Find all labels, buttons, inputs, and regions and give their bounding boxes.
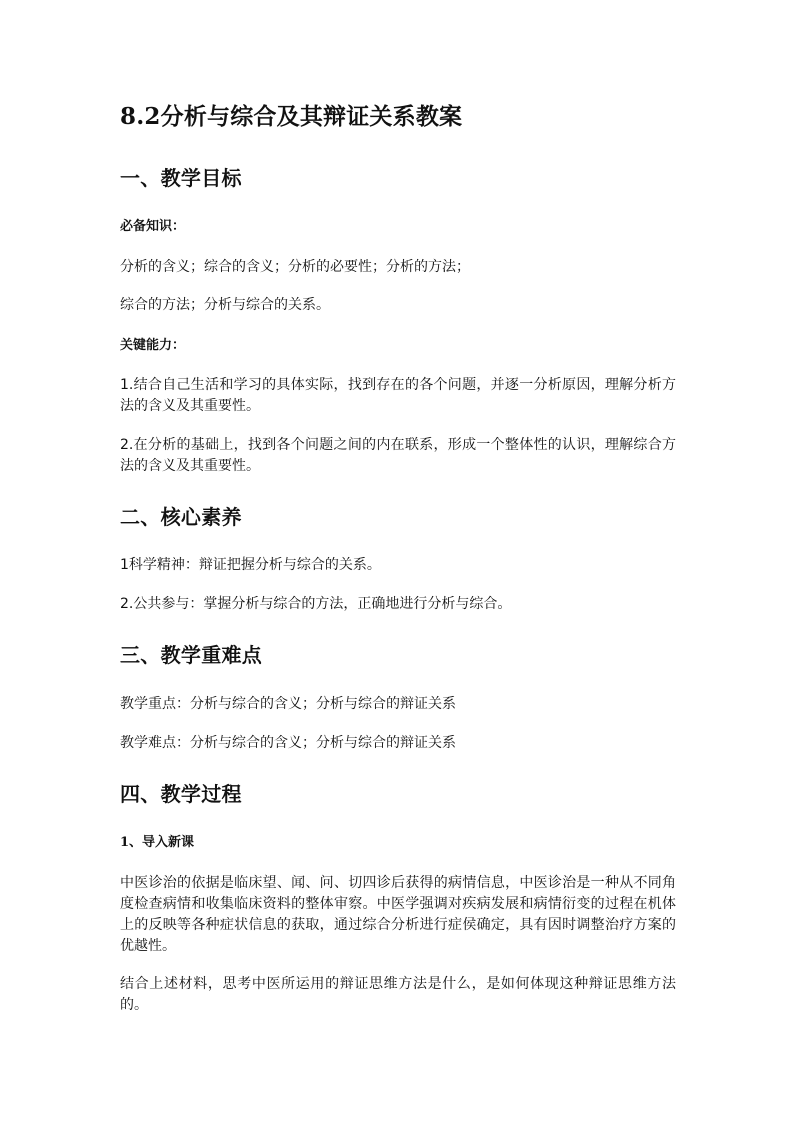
paragraph: 1科学精神：辩证把握分析与综合的关系。 bbox=[120, 557, 381, 573]
section-heading-process: 四、教学过程 bbox=[120, 782, 242, 806]
paragraph: 分析的含义；综合的含义；分析的必要性；分析的方法； bbox=[120, 259, 470, 275]
section-heading-core-literacy: 二、核心素养 bbox=[120, 505, 242, 529]
paragraph: 1.结合自己生活和学习的具体实际，找到存在的各个问题，并逐一分析原因，理解分析方法的含义及其重要性。 bbox=[120, 377, 676, 414]
section-heading-objectives: 一、教学目标 bbox=[120, 166, 242, 190]
subheading-required-knowledge: 必备知识： bbox=[120, 219, 186, 234]
paragraph: 综合的方法；分析与综合的关系。 bbox=[120, 297, 330, 313]
paragraph: 教学难点：分析与综合的含义；分析与综合的辩证关系 bbox=[120, 735, 456, 751]
paragraph: 2.在分析的基础上，找到各个问题之间的内在联系，形成一个整体性的认识，理解综合方法的含义及其重要性。 bbox=[120, 437, 676, 474]
section-heading-key-points: 三、教学重难点 bbox=[120, 643, 263, 667]
paragraph: 2.公共参与：掌握分析与综合的方法，正确地进行分析与综合。 bbox=[120, 596, 512, 612]
document-title: 8.2分析与综合及其辩证关系教案 bbox=[120, 103, 463, 130]
subheading-key-abilities: 关键能力： bbox=[120, 338, 186, 353]
paragraph: 结合上述材料，思考中医所运用的辩证思维方法是什么，是如何体现这种辩证思维方法的。 bbox=[120, 976, 676, 1013]
paragraph: 教学重点：分析与综合的含义；分析与综合的辩证关系 bbox=[120, 696, 456, 712]
subheading-introduction: 1、导入新课 bbox=[120, 835, 195, 850]
paragraph: 中医诊治的依据是临床望、闻、问、切四诊后获得的病情信息，中医诊治是一种从不同角度检查病情和收集临床资料的整体审察。中医学强调对疾病发展和病情衍变的过程在机体上的反映等各种症状信息的获取，通过综合分析进行症侯确定，具有因时调整治疗方案的优越性。 bbox=[120, 875, 676, 954]
